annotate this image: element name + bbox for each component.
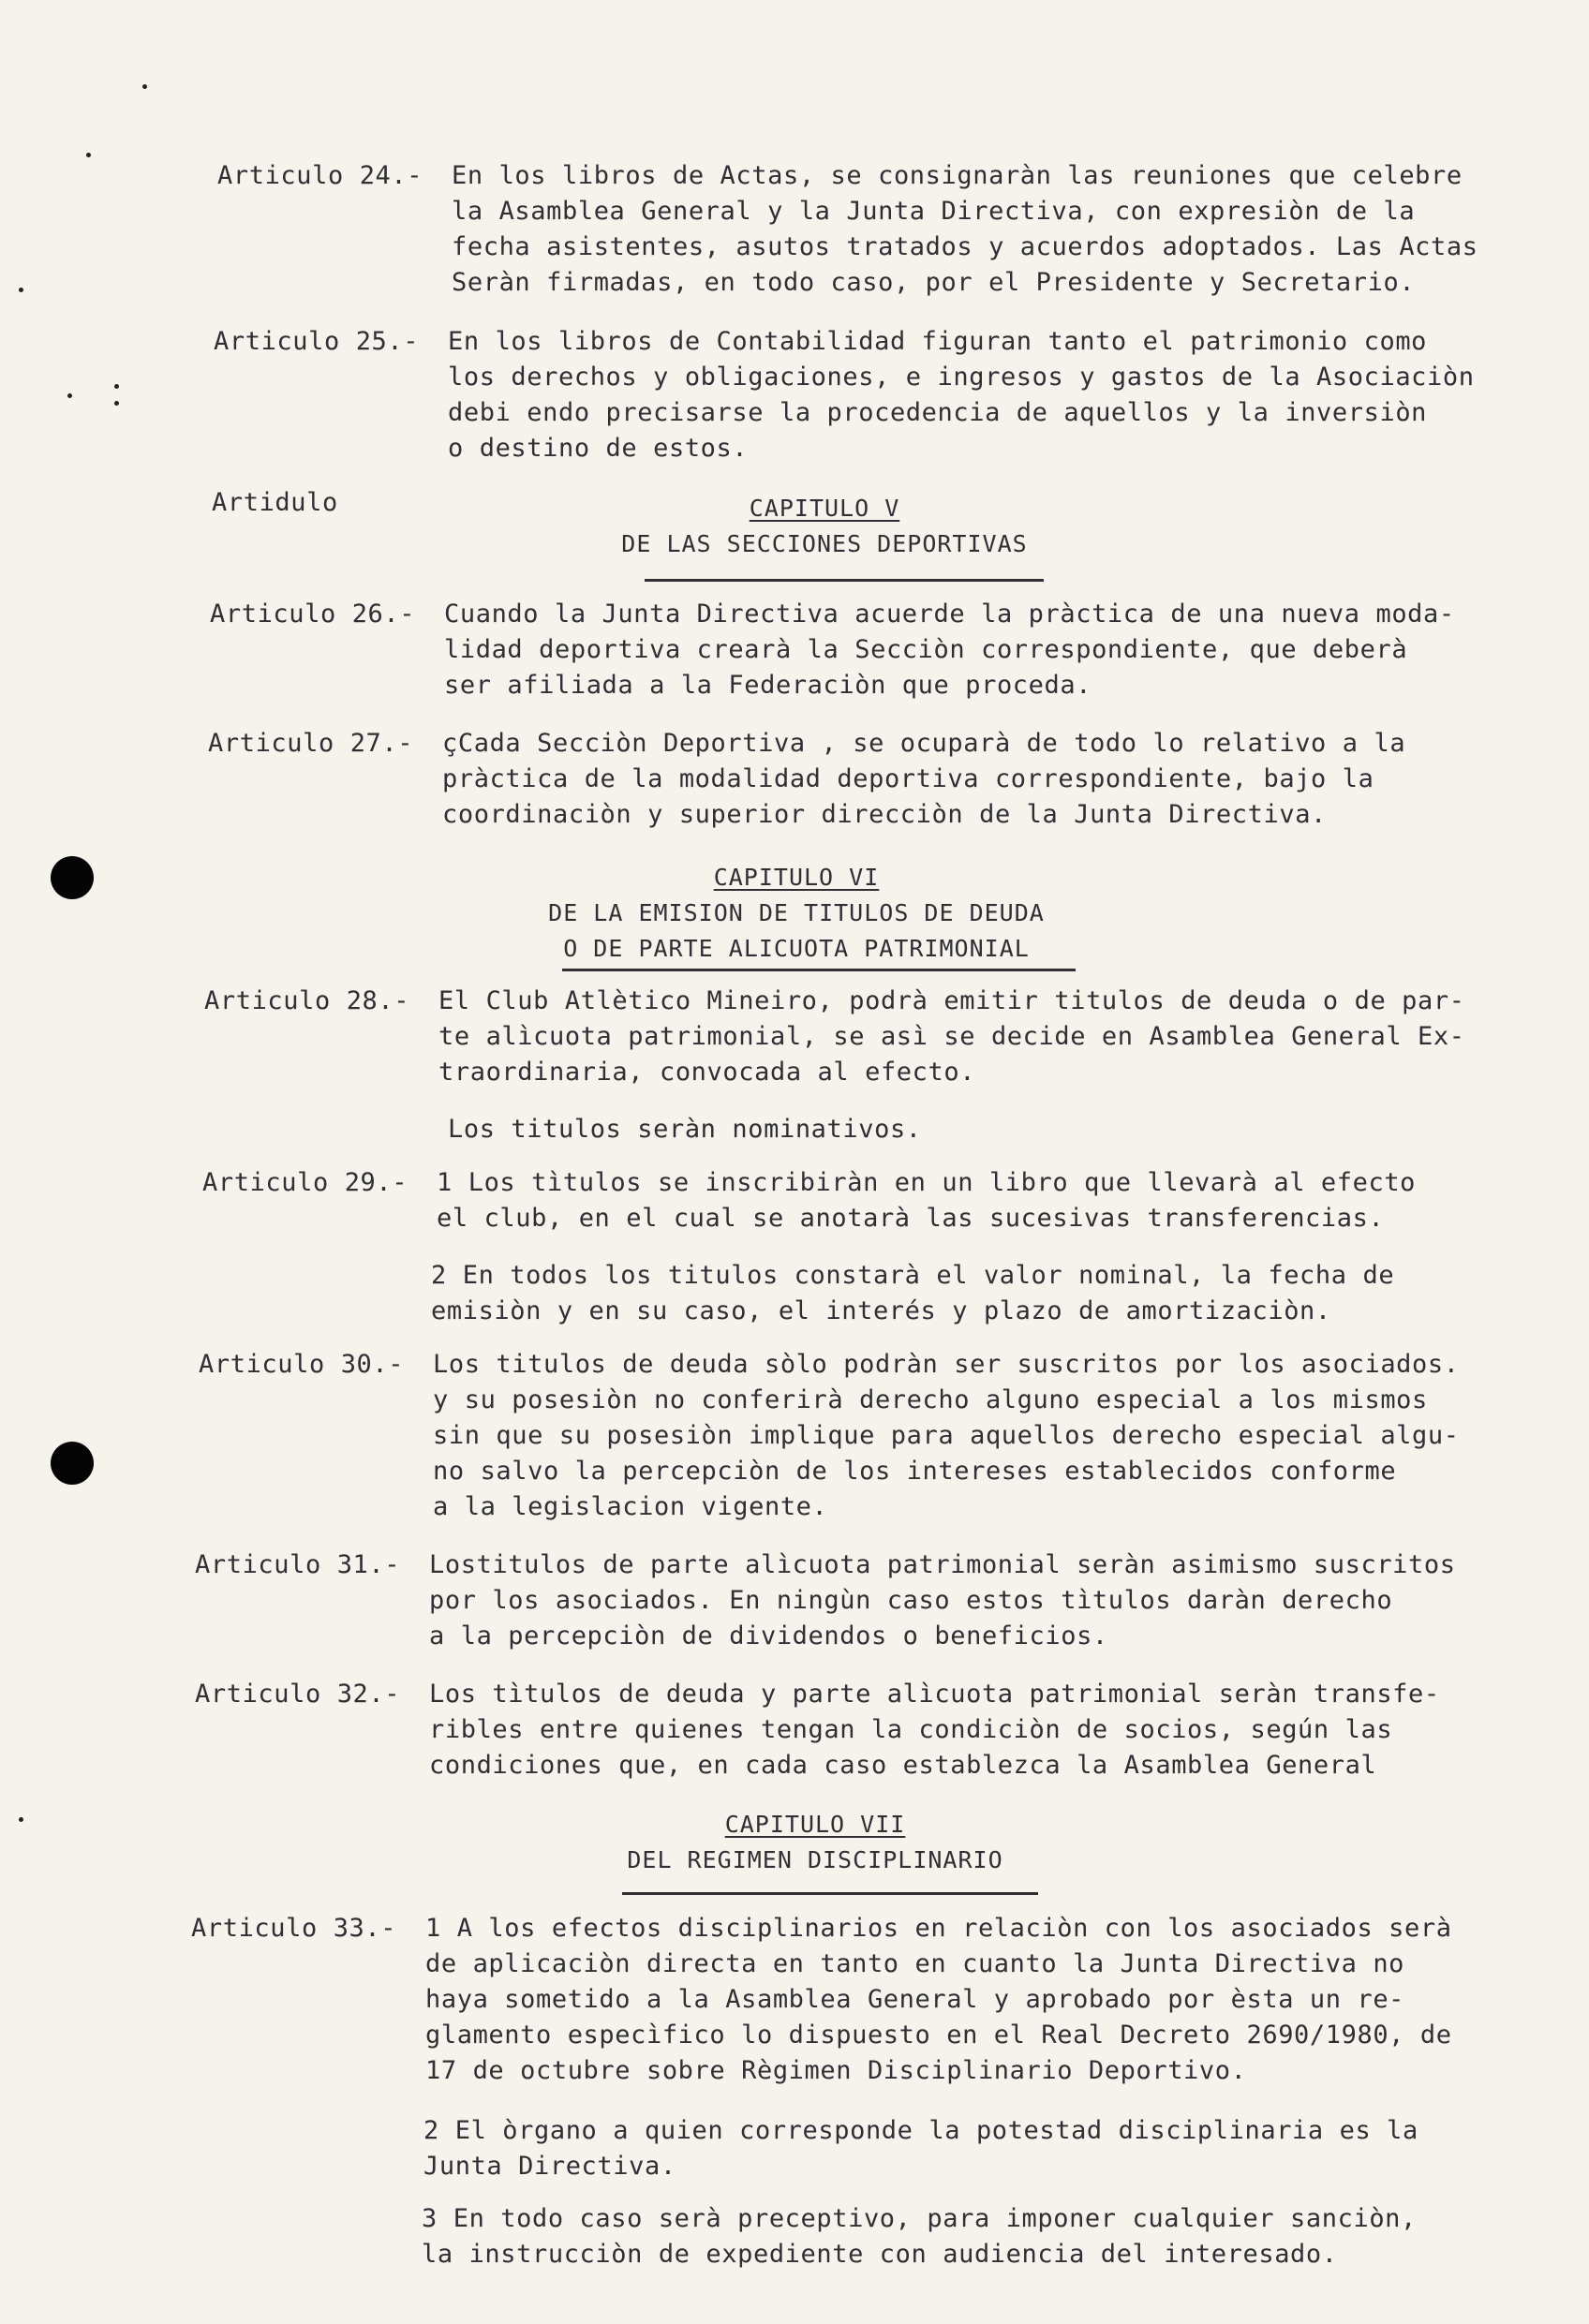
article-label: Articulo 31.- — [195, 1550, 401, 1579]
article-label: Articulo 24.- — [217, 161, 423, 190]
chapter-rule — [645, 579, 1044, 582]
text-line: Junta Directiva. — [423, 2152, 676, 2181]
text-line: 3 En todo caso serà preceptivo, para imponer cualquier sanciòn, — [422, 2204, 1417, 2233]
article-body — [442, 726, 1405, 833]
article-body — [437, 1165, 1416, 1236]
text-line: Los titulos seràn nominativos. — [448, 1115, 922, 1144]
article-body — [433, 1347, 1460, 1525]
margin-mark — [67, 393, 72, 398]
chapter-subtitle: DE LA EMISION DE TITULOS DE DEUDA — [548, 899, 1045, 926]
punch-hole-bottom — [51, 1442, 94, 1485]
stray-label: Artidulo — [212, 488, 338, 517]
text-line: lidad deportiva crearà la Secciòn correspondiente, que deberà — [444, 635, 1408, 664]
margin-mark — [114, 401, 119, 406]
chapter-rule — [622, 1892, 1038, 1895]
chapter-rule — [562, 969, 1076, 971]
text-line: la instrucciòn de expediente con audiencia del interesado. — [422, 2240, 1338, 2269]
text-line: los derechos y obligaciones, e ingresos y gastos de la Asociaciòn — [448, 363, 1475, 392]
article-label: Articulo 28.- — [204, 986, 410, 1015]
article-label: Articulo 27.- — [208, 729, 414, 758]
text-line: 2 En todos los titulos constarà el valor nominal, la fecha de — [431, 1261, 1395, 1290]
article-label: Articulo 25.- — [214, 327, 420, 356]
chapter-subtitle: DEL REGIMEN DISCIPLINARIO — [627, 1846, 1003, 1873]
text-line: glamento especìfico lo dispuesto en el Real Decreto 2690/1980, de — [425, 2021, 1452, 2050]
article-label: Articulo 32.- — [195, 1680, 401, 1709]
article-body — [448, 324, 1475, 466]
article-body — [438, 984, 1465, 1090]
margin-mark — [19, 288, 23, 292]
text-line: sin que su posesiòn implique para aquellos derecho especial algu- — [433, 1421, 1460, 1450]
text-line: la Asamblea General y la Junta Directiva, con expresiòn de la — [452, 197, 1416, 226]
article-body — [425, 1911, 1452, 2089]
text-line: pràctica de la modalidad deportiva correspondiente, bajo la — [442, 764, 1374, 793]
text-line: En los libros de Contabilidad figuran tanto el patrimonio como — [448, 327, 1428, 356]
text-line: no salvo la percepciòn de los intereses establecidos conforme — [433, 1457, 1397, 1486]
article-body — [452, 158, 1478, 301]
chapter-title: CAPITULO VII — [724, 1811, 906, 1838]
text-line: a la percepciòn de dividendos o beneficios. — [429, 1621, 1108, 1650]
article-label: Articulo 33.- — [191, 1914, 397, 1943]
text-line: ser afiliada a la Federaciòn que proceda. — [444, 671, 1092, 700]
text-line: coordinaciòn y superior direcciòn de la Junta Directiva. — [442, 800, 1327, 829]
text-line: En los libros de Actas, se consignaràn las reuniones que celebre — [452, 161, 1463, 190]
text-line: Lostitulos de parte alìcuota patrimonial seràn asimismo suscritos — [429, 1550, 1456, 1579]
text-line: traordinaria, convocada al efecto. — [438, 1058, 976, 1087]
margin-mark — [86, 153, 91, 157]
text-line: 17 de octubre sobre Règimen Disciplinario Deportivo. — [425, 2056, 1247, 2085]
text-line: çCada Secciòn Deportiva , se ocuparà de todo lo relativo a la — [442, 729, 1406, 758]
chapter-5-heading — [562, 491, 1087, 562]
text-line: el club, en el cual se anotarà las sucesivas transferencias. — [437, 1204, 1385, 1233]
chapter-title: CAPITULO VI — [713, 864, 880, 891]
text-line: El Club Atlètico Mineiro, podrà emitir titulos de deuda o de par- — [438, 986, 1465, 1015]
chapter-subtitle: O DE PARTE ALICUOTA PATRIMONIAL — [563, 935, 1030, 962]
text-line: fecha asistentes, asutos tratados y acuerdos adoptados. Las Actas — [452, 232, 1478, 261]
text-line: por los asociados. En ningùn caso estos tìtulos daràn derecho — [429, 1586, 1393, 1615]
text-line: Seràn firmadas, en todo caso, por el Presidente y Secretario. — [452, 268, 1416, 297]
text-line: Cuando la Junta Directiva acuerde la pràctica de una nueva moda- — [444, 600, 1455, 629]
article-label: Articulo 30.- — [199, 1350, 405, 1379]
text-line: 1 Los tìtulos se inscribiràn en un libro que llevarà al efecto — [437, 1168, 1417, 1197]
text-line: condiciones que, en cada caso establezca la Asamblea General — [429, 1751, 1377, 1780]
text-line: Los tìtulos de deuda y parte alìcuota patrimonial seràn transfe- — [429, 1680, 1440, 1709]
margin-mark — [114, 384, 119, 389]
chapter-title: CAPITULO V — [749, 495, 900, 522]
chapter-7-heading — [562, 1807, 1068, 1878]
article-33-paragraph-3 — [422, 2201, 1417, 2272]
article-label: Articulo 29.- — [202, 1168, 408, 1197]
text-line: 2 El òrgano a quien corresponde la potestad disciplinaria es la — [423, 2116, 1418, 2145]
article-body — [444, 597, 1455, 703]
text-line: Los titulos de deuda sòlo podràn ser suscritos por los asociados. — [433, 1350, 1460, 1379]
text-line: a la legislacion vigente. — [433, 1492, 828, 1521]
article-33-paragraph-2 — [423, 2113, 1418, 2184]
text-line: 1 A los efectos disciplinarios en relaciòn con los asociados serà — [425, 1914, 1452, 1943]
article-label: Articulo 26.- — [210, 600, 416, 629]
text-line: y su posesiòn no conferirà derecho alguno especial a los mismos — [433, 1385, 1428, 1414]
text-line: emisiòn y en su caso, el interés y plazo de amortizaciòn. — [431, 1296, 1331, 1325]
margin-mark — [19, 1817, 23, 1822]
text-line: debi endo precisarse la procedencia de aquellos y la inversiòn — [448, 398, 1428, 427]
text-line: ribles entre quienes tengan la condiciòn de socios, según las — [429, 1715, 1393, 1744]
chapter-subtitle: DE LAS SECCIONES DEPORTIVAS — [621, 530, 1028, 557]
text-line: haya sometido a la Asamblea General y aprobado por èsta un re- — [425, 1985, 1405, 2014]
punch-hole-top — [51, 856, 94, 899]
text-line: te alìcuota patrimonial, se asì se decide en Asamblea General Ex- — [438, 1022, 1465, 1051]
article-body — [429, 1547, 1456, 1654]
chapter-6-heading — [497, 860, 1096, 967]
article-28-paragraph — [448, 1112, 922, 1147]
margin-mark — [142, 84, 147, 89]
article-29-paragraph — [431, 1258, 1394, 1329]
text-line: o destino de estos. — [448, 434, 749, 463]
text-line: de aplicaciòn directa en tanto en cuanto la Junta Directiva no — [425, 1949, 1405, 1978]
article-body — [429, 1677, 1440, 1784]
